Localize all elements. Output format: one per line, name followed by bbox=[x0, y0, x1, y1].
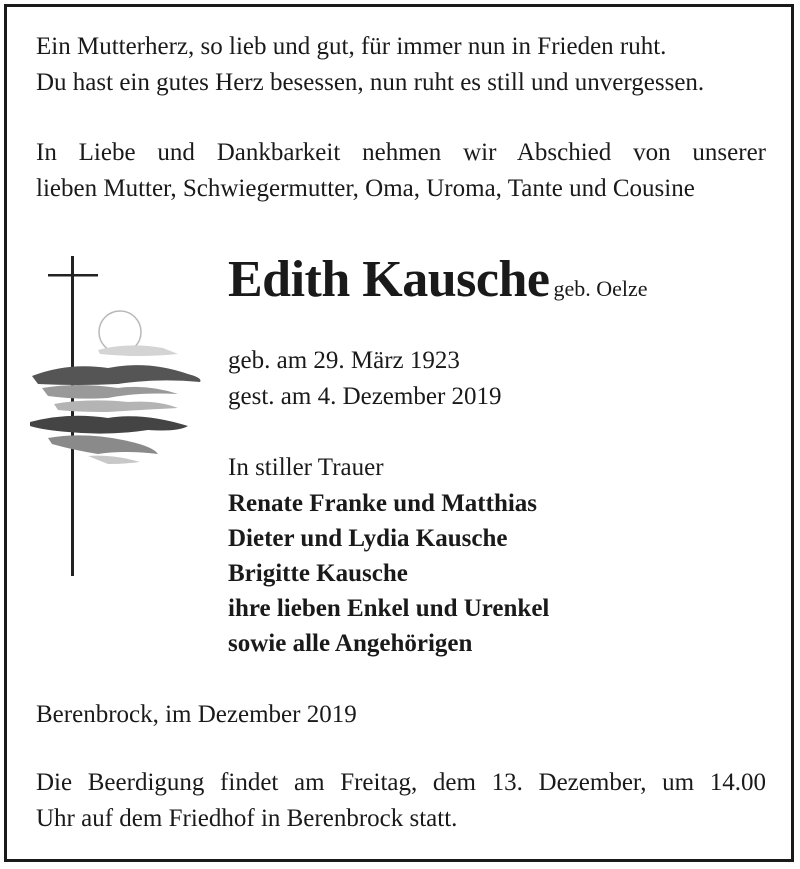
poem-line-1: Ein Mutterherz, so lieb und gut, für immer nun in Frieden ruht. bbox=[36, 33, 667, 60]
funeral-line-1: Die Beerdigung findet am Freitag, dem 13. Dezember, um 14.00 bbox=[36, 769, 766, 796]
cross-landscape-icon bbox=[28, 250, 208, 580]
mourner-line: Dieter und Lydia Kausche bbox=[228, 525, 508, 552]
poem-line-2: Du hast ein gutes Herz besessen, nun ruht es still und unvergessen. bbox=[36, 69, 705, 96]
mourner-line: sowie alle Angehörigen bbox=[228, 630, 473, 657]
birth-date: geb. am 29. März 1923 bbox=[228, 347, 460, 374]
death-date: gest. am 4. Dezember 2019 bbox=[228, 383, 502, 410]
mourner-line: Renate Franke und Matthias bbox=[228, 490, 538, 517]
place-date: Berenbrock, im Dezember 2019 bbox=[36, 701, 357, 728]
deceased-name-text: Edith Kausche bbox=[228, 251, 550, 308]
intro-line-1: In Liebe und Dankbarkeit nehmen wir Abschied von unserer bbox=[36, 139, 766, 166]
funeral-line-2: Uhr auf dem Friedhof in Berenbrock statt. bbox=[36, 805, 458, 832]
mourner-line: ihre lieben Enkel und Urenkel bbox=[228, 595, 550, 622]
deceased-name bbox=[228, 251, 648, 308]
mourner-line: Brigitte Kausche bbox=[228, 560, 408, 587]
mourners-heading: In stiller Trauer bbox=[228, 454, 384, 481]
intro-line-2: lieben Mutter, Schwiegermutter, Oma, Uroma, Tante und Cousine bbox=[36, 175, 695, 202]
maiden-name: geb. Oelze bbox=[553, 276, 648, 301]
